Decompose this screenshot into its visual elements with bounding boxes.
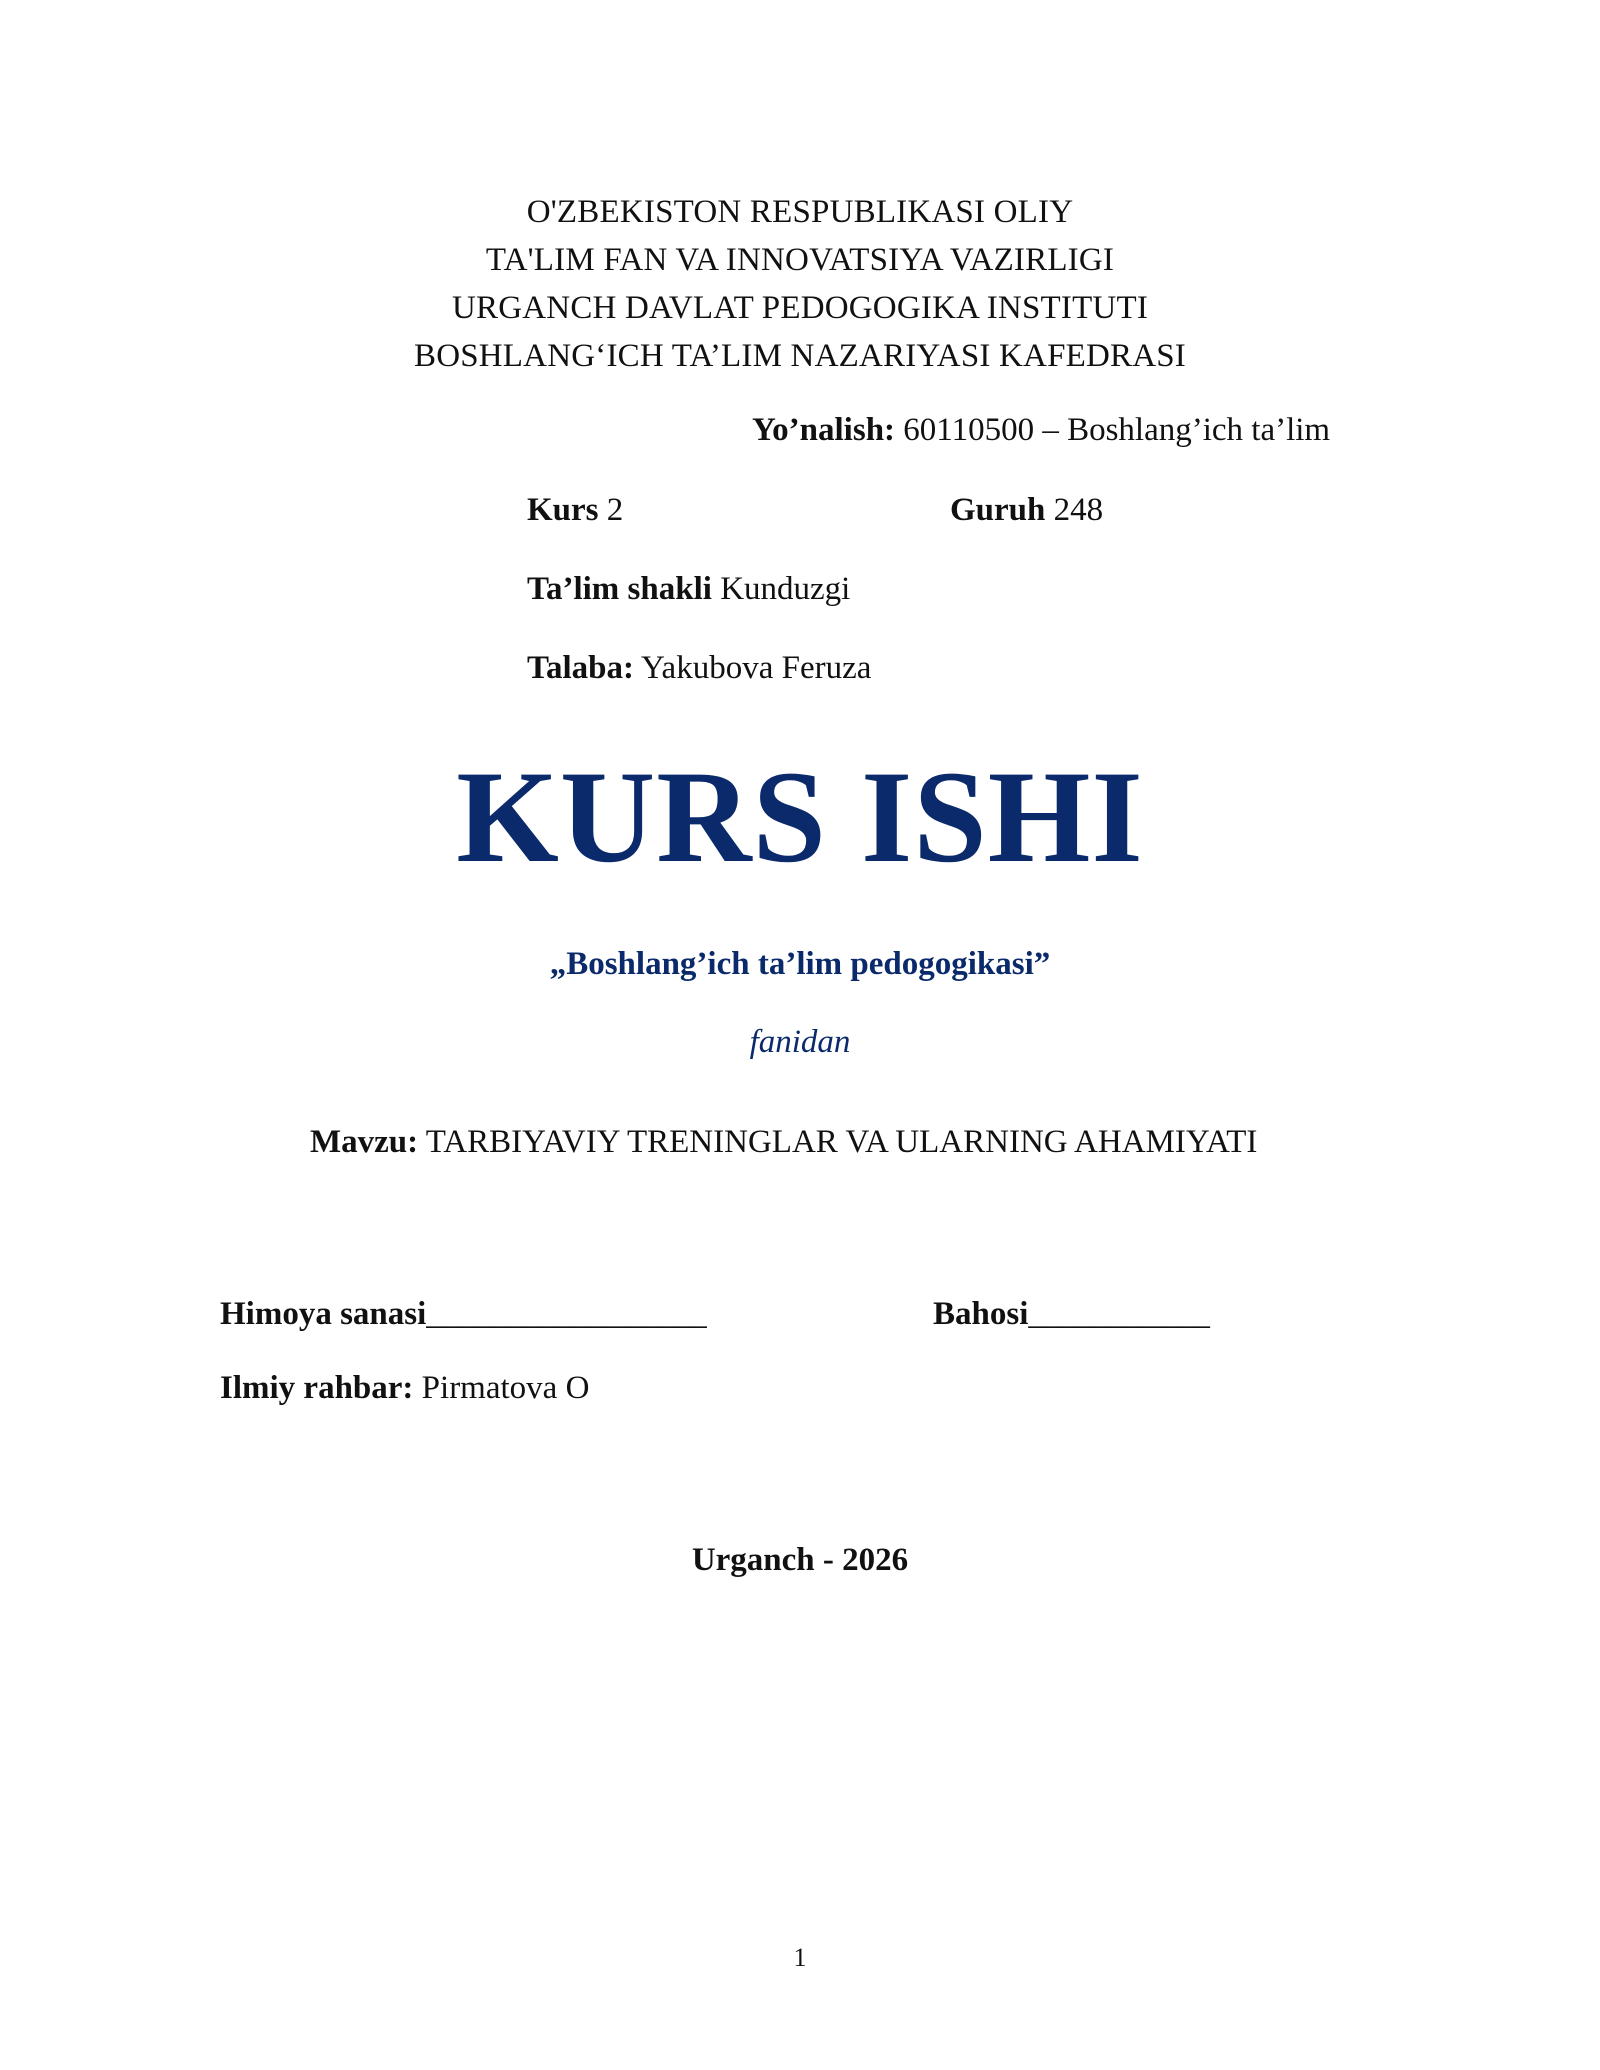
- talaba-row: [527, 648, 871, 688]
- subject-name: „Boshlang’ich ta’lim pedogogikasi”: [549, 946, 1051, 982]
- himoya-blank: _________________: [426, 1296, 707, 1332]
- bahosi-row: [933, 1294, 1210, 1334]
- kurs-value: 2: [598, 492, 624, 528]
- guruh-label: Guruh: [950, 492, 1046, 528]
- institution-header: [0, 188, 1600, 380]
- page-number: 1: [793, 1943, 807, 1972]
- header-line-ministry-1: O'ZBEKISTON RESPUBLIKASI OLIY: [526, 194, 1074, 230]
- talim-shakli-value: Kunduzgi: [711, 571, 851, 607]
- yonalish-row: [752, 410, 1330, 450]
- mavzu-label: Mavzu:: [310, 1124, 419, 1160]
- mavzu-row: [310, 1122, 1257, 1162]
- kurs-label: Kurs: [527, 492, 599, 528]
- city-year: Urganch - 2026: [691, 1542, 909, 1578]
- mavzu-value: TARBIYAVIY TRENINGLAR VA ULARNING AHAMIYATI: [418, 1124, 1258, 1160]
- guruh-value: 248: [1045, 492, 1104, 528]
- bahosi-label: Bahosi: [933, 1296, 1029, 1332]
- talim-shakli-row: [527, 569, 850, 609]
- talaba-label: Talaba:: [527, 650, 634, 686]
- kurs-row: [527, 490, 623, 530]
- header-line-department: BOSHLANG‘ICH TA’LIM NAZARIYASI KAFEDRASI: [413, 338, 1186, 374]
- document-title: KURS ISHI: [456, 743, 1144, 890]
- header-line-ministry-2: TA'LIM FAN VA INNOVATSIYA VAZIRLIGI: [485, 242, 1115, 278]
- himoya-label: Himoya sanasi: [220, 1296, 427, 1332]
- header-line-institute: URGANCH DAVLAT PEDOGOGIKA INSTITUTI: [451, 290, 1149, 326]
- talim-shakli-label: Ta’lim shakli: [527, 571, 712, 607]
- yonalish-label: Yo’nalish:: [752, 412, 896, 448]
- yonalish-value: 60110500 – Boshlang’ich ta’lim: [895, 412, 1331, 448]
- talaba-value: Yakubova Feruza: [634, 650, 872, 686]
- subject-suffix: fanidan: [749, 1024, 851, 1060]
- bahosi-blank: ___________: [1028, 1296, 1210, 1332]
- himoya-row: [220, 1294, 707, 1334]
- supervisor-value: Pirmatova O: [413, 1370, 590, 1406]
- guruh-row: [950, 490, 1103, 530]
- supervisor-row: [220, 1368, 589, 1408]
- supervisor-label: Ilmiy rahbar:: [220, 1370, 414, 1406]
